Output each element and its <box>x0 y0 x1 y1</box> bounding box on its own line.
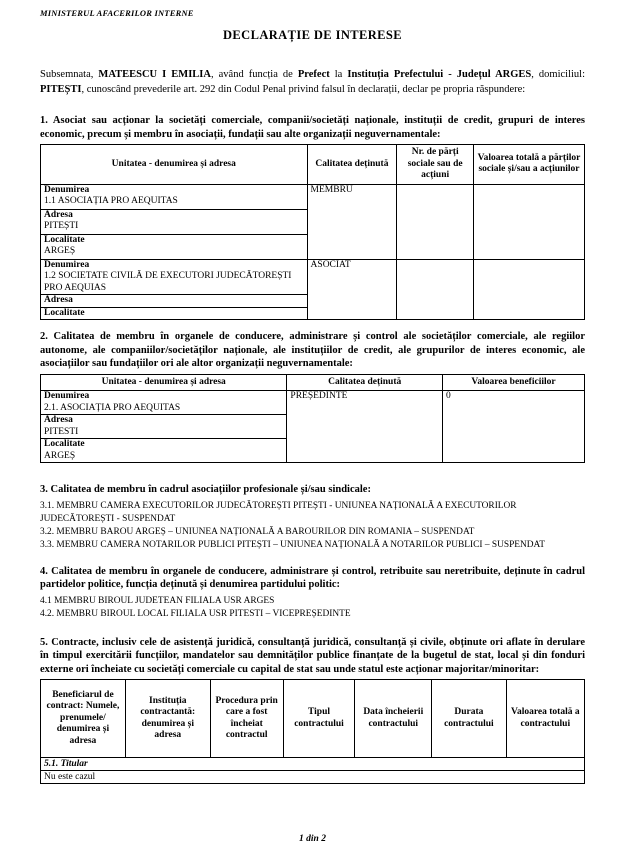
localitate-value: ARGEȘ <box>44 246 76 256</box>
field-label-localitate: Localitate <box>44 307 85 318</box>
subsection-label: 5.1. Titular <box>41 758 585 771</box>
adresa-cell <box>41 209 308 234</box>
table-header-row <box>41 374 585 391</box>
localitate-cell <box>41 439 287 463</box>
adresa-value: PITESTI <box>44 426 79 437</box>
localitate-cell <box>41 307 308 320</box>
localitate-cell <box>41 234 308 259</box>
table-row <box>41 391 585 415</box>
table-row <box>41 758 585 771</box>
column-header-durata: Durata contractului <box>432 680 507 758</box>
empty-note: Nu este cazul <box>41 771 585 784</box>
column-header-institutie: Instituția contractantă: denumirea și adresa <box>125 680 210 758</box>
adresa-value: PITEȘTI <box>44 221 79 231</box>
intro-text: , având funcția de <box>210 69 298 80</box>
calitatea-cell: ASOCIAT <box>307 259 397 320</box>
section1-heading: 1. Asociat sau acționar la societăți comerciale, companii/societăți naționale, instituții de credit, grupuri de interes economic, precum și membru în asociații, fundații sau alte organizații neguvernamentale: <box>40 115 585 140</box>
intro-text: la <box>329 69 348 80</box>
column-header-valoare: Valoarea totală a părților sociale și/sau a acțiunilor <box>474 145 585 185</box>
section-2 <box>40 330 585 463</box>
list-item: 4.2. MEMBRU BIROUL LOCAL FILIALA USR PITESTI – VICEPREȘEDINTE <box>40 608 351 619</box>
field-label-adresa: Adresa <box>44 415 73 425</box>
field-label-denumirea: Denumirea <box>44 391 90 401</box>
adresa-cell <box>41 415 287 439</box>
denumirea-cell <box>41 391 287 415</box>
column-header-procedura: Procedura prin care a fost încheiat contractul <box>210 680 283 758</box>
page-number: 1 din 2 <box>299 834 326 844</box>
section-4 <box>40 565 585 621</box>
denumirea-cell <box>41 184 308 209</box>
valoare-cell: 0 <box>443 391 585 463</box>
calitatea-cell: MEMBRU <box>307 184 397 259</box>
page-title: DECLARAȚIE DE INTERESE <box>223 28 402 42</box>
field-label-adresa: Adresa <box>44 295 73 305</box>
calitatea-cell: PREȘEDINTE <box>287 391 443 463</box>
table-row <box>41 259 585 295</box>
column-header-calitatea: Calitatea deținută <box>287 374 443 391</box>
valoare-cell <box>474 184 585 259</box>
field-label-adresa: Adresa <box>44 209 73 220</box>
list-item: 3.3. MEMBRU CAMERA NOTARILOR PUBLICI PITEȘTI – UNIUNEA NAȚIONALĂ A NOTARILOR PUBLICI – SUSPENDAT <box>40 539 546 550</box>
table-header-row <box>41 680 585 758</box>
column-header-data: Data încheierii contractului <box>355 680 432 758</box>
declarant-role: Prefect <box>297 69 330 80</box>
table-row <box>41 771 585 784</box>
section5-heading: 5. Contracte, inclusiv cele de asistență juridică, consultanță juridică, consultanță și civile, obținute ori aflate în derulare în timpul exercitării funcțiilor, mandatelor sau demnităților publice finanțate de la bugetul de stat, local și din fonduri externe ori încheiate cu societăți comerciale cu capital de stat sau unde statul este acționar majoritar/minoritar: <box>40 636 585 675</box>
column-header-unitatea: Unitatea - denumirea și adresa <box>41 145 308 185</box>
section2-table <box>40 374 585 464</box>
list-item: 3.1. MEMBRU CAMERA EXECUTORILOR JUDECĂTOREȘTI PITEȘTI - UNIUNEA NAȚIONALĂ A EXECUTORILOR JUDECĂTOREȘTI - SUSPENDAT <box>40 500 517 524</box>
column-header-valoare: Valoarea totală a contractului <box>506 680 584 758</box>
nr-parti-cell <box>397 259 474 320</box>
table-header-row <box>41 145 585 185</box>
section1-table <box>40 144 585 320</box>
section3-heading: 3. Calitatea de membru în cadrul asociațiilor profesionale și/sau sindicale: <box>40 484 371 495</box>
list-item: 3.2. MEMBRU BAROU ARGEȘ – UNIUNEA NAȚIONALĂ A BAROURILOR DIN ROMANIA – SUSPENDAT <box>40 526 475 537</box>
intro-text: Subsemnata, <box>40 69 99 80</box>
field-label-localitate: Localitate <box>44 234 85 245</box>
section-5 <box>40 636 585 785</box>
declarant-city: PITEȘTI <box>40 84 82 95</box>
denumirea-value: 1.2 SOCIETATE CIVILĂ DE EXECUTORI JUDECĂTOREȘTI PRO AEQUIAS <box>44 271 292 293</box>
nr-parti-cell <box>397 184 474 259</box>
section2-heading: 2. Calitatea de membru în organele de conducere, administrare și control ale societăților comerciale, ale regiilor autonome, ale companiilor/societăților naționale, ale instituțiilor de credit, ale grupurilor de interes economic, ale asociațiilor sau fundațiilor ori ale altor organizații neguvernamentale: <box>40 331 585 369</box>
column-header-unitatea: Unitatea - denumirea și adresa <box>41 374 287 391</box>
field-label-denumirea: Denumirea <box>44 259 90 270</box>
valoare-cell <box>474 259 585 320</box>
denumirea-value: 1.1 ASOCIAȚIA PRO AEQUITAS <box>44 196 178 206</box>
adresa-cell <box>41 295 308 308</box>
column-header-nr-parti: Nr. de părți sociale sau de acțiuni <box>397 145 474 185</box>
column-header-tip: Tipul contractului <box>283 680 355 758</box>
intro-text: , cunoscând prevederile art. 292 din Codul Penal privind falsul în declarații, declar pe propria răspundere: <box>81 84 526 95</box>
column-header-beneficiar: Beneficiarul de contract: Numele, prenumele/ denumirea și adresa <box>41 680 126 758</box>
denumirea-value: 2.1. ASOCIAȚIA PRO AEQUITAS <box>44 402 181 413</box>
section5-table <box>40 679 585 784</box>
declarant-name: MATEESCU I EMILIA <box>98 69 211 80</box>
localitate-value: ARGEȘ <box>44 450 76 461</box>
denumirea-cell <box>41 259 308 295</box>
intro-text: , domiciliul: <box>531 69 586 80</box>
section-3 <box>40 483 585 552</box>
ministry-header: MINISTERUL AFACERILOR INTERNE <box>40 8 194 18</box>
field-label-denumirea: Denumirea <box>44 184 90 195</box>
section4-heading: 4. Calitatea de membru în organele de conducere, administrare și control, retribuite sau neretribuite, deținute în cadrul partidelor politice, funcția deținută și denumirea partidului politic: <box>40 565 585 590</box>
column-header-calitatea: Calitatea deținută <box>307 145 397 185</box>
column-header-valoare: Valoarea beneficiilor <box>443 374 585 391</box>
declarant-institution: Instituția Prefectului - Județul ARGES <box>347 69 532 80</box>
section-1 <box>40 114 585 320</box>
table-row <box>41 184 585 209</box>
list-item: 4.1 MEMBRU BIROUL JUDETEAN FILIALA USR ARGES <box>40 595 275 606</box>
intro-paragraph <box>40 67 585 97</box>
field-label-localitate: Localitate <box>44 439 85 449</box>
